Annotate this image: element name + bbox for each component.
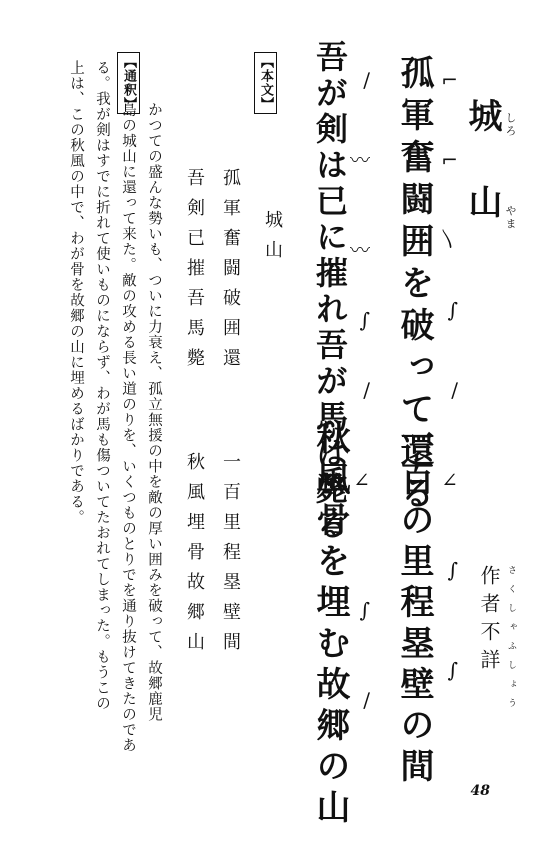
author-ruby: さくしゃふしょう <box>506 565 516 717</box>
honbun-title: 城山 <box>262 210 283 270</box>
kaeriten-mark: 〰 <box>350 238 370 262</box>
kaeriten-mark: ∕ <box>451 378 458 402</box>
tsuyaku-line-4: 上は、この秋風の中で、わが骨を故郷の山に埋めるばかりである。 <box>68 60 84 525</box>
big-poem-line-2: 吾が剣は已に摧れ吾が馬は斃る <box>311 40 349 544</box>
kaeriten-mark: ∫ <box>447 658 458 682</box>
big-title: 城山 <box>462 98 502 270</box>
label-honbun: 【本文】 <box>254 52 277 114</box>
big-poem-line-4: 秋風骨を埋む故郷の山 <box>310 420 350 830</box>
title-ruby-shiro: しろ <box>504 112 517 138</box>
author: 作者不詳 <box>477 565 501 677</box>
tsuyaku-line-2: 島の城山に還って来た。敵の攻める長い道のりを、いくつものとりでを通り抜けてきたのであ <box>120 102 136 753</box>
kaeriten-mark: ∕ <box>363 688 370 712</box>
tsuyaku-line-1: かつての盛んな勢いも、ついに力衰え、孤立無援の中を敵の厚い囲みを破って、故郷鹿児 <box>146 102 162 722</box>
kaeriten-mark: ⌐ <box>441 148 458 172</box>
kaeriten-mark: 〵 <box>438 228 458 252</box>
tsuyaku-line-3: る。我が剣はすでに折れて使いものにならず、わが馬も傷ついてたおれてしまった。もうこの <box>94 60 110 711</box>
kaeriten-mark: ∠ <box>441 468 458 492</box>
kaeriten-mark: ∫ <box>447 558 458 582</box>
kaeriten-mark: ∕ <box>363 378 370 402</box>
title-ruby-yama: やま <box>504 205 517 231</box>
honbun-line-2: 一百里程塁壁間 <box>220 452 241 662</box>
honbun-line-4: 秋風埋骨故郷山 <box>184 452 205 662</box>
kaeriten-mark: ⌐ <box>441 68 458 92</box>
kaeriten-mark: 〰 <box>350 148 370 172</box>
kaeriten-mark: ∫ <box>359 598 370 622</box>
big-poem-line-3: 一百の里程塁壁の間 <box>394 420 434 789</box>
honbun-line-1: 孤軍奮闘破囲還 <box>220 168 241 378</box>
big-poem-line-1: 孤軍奮闘囲を破って還る <box>394 55 434 517</box>
label-tsuyaku: 【通釈】 <box>117 52 140 114</box>
kaeriten-mark: ∕ <box>363 68 370 92</box>
honbun-line-3: 吾剣已摧吾馬斃 <box>184 168 205 378</box>
kaeriten-mark: ∫ <box>359 308 370 332</box>
page-number: 48 <box>470 783 490 799</box>
kaeriten-mark: ∠ <box>353 468 370 492</box>
kaeriten-mark: ∫ <box>447 298 458 322</box>
